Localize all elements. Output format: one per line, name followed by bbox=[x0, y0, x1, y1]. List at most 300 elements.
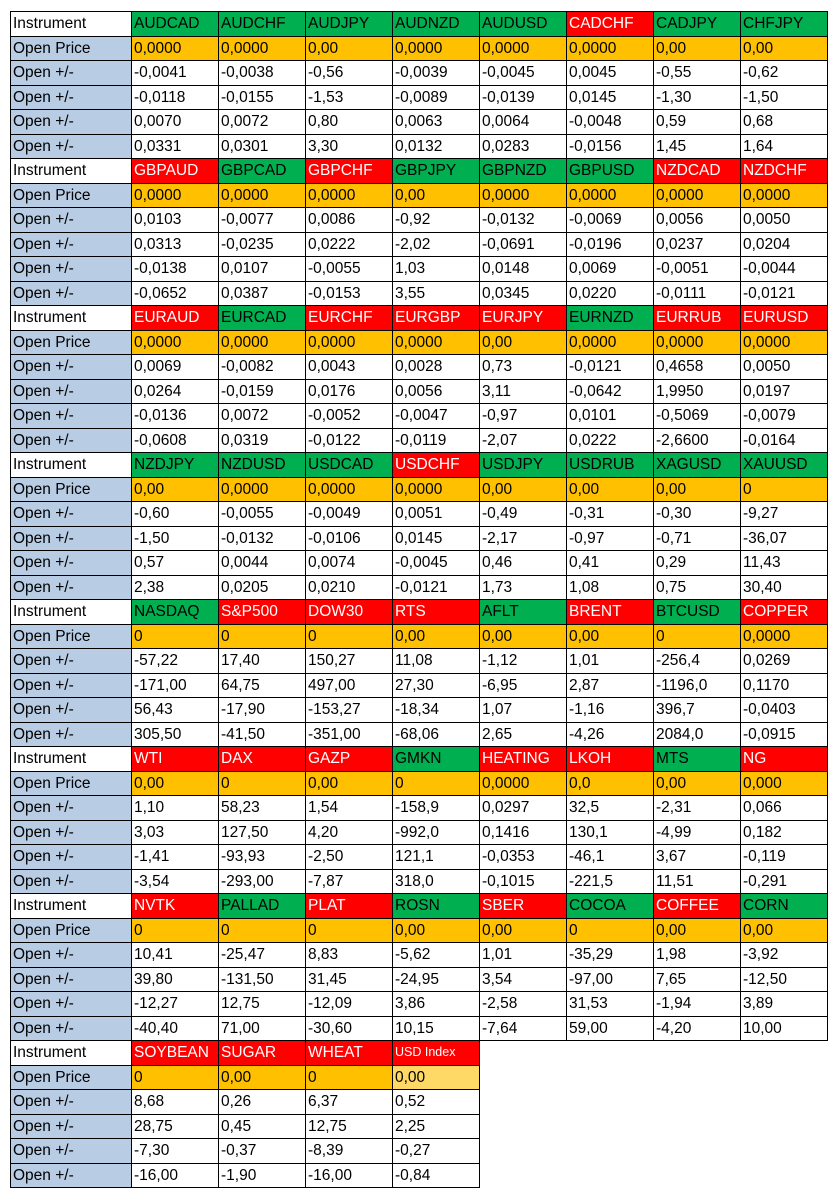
instrument-name-cell[interactable]: GAZP bbox=[306, 747, 393, 772]
open-delta-cell[interactable]: 127,50 bbox=[219, 820, 306, 845]
open-delta-cell[interactable]: 497,00 bbox=[306, 673, 393, 698]
open-delta-cell[interactable]: 0,52 bbox=[393, 1090, 480, 1115]
open-delta-cell[interactable]: 0,0069 bbox=[567, 257, 654, 282]
open-delta-label[interactable]: Open +/- bbox=[11, 134, 132, 159]
open-delta-cell[interactable]: 0,0205 bbox=[219, 575, 306, 600]
open-price-cell[interactable]: 0,0000 bbox=[567, 36, 654, 61]
open-delta-cell[interactable]: 1,54 bbox=[306, 796, 393, 821]
open-delta-cell[interactable]: -0,0138 bbox=[132, 257, 219, 282]
open-delta-cell[interactable]: -0,0048 bbox=[567, 110, 654, 135]
open-price-cell[interactable]: 0,0000 bbox=[741, 624, 828, 649]
instrument-name-cell[interactable]: GBPUSD bbox=[567, 159, 654, 184]
open-delta-cell[interactable]: -2,07 bbox=[480, 428, 567, 453]
instrument-name-cell[interactable]: NZDUSD bbox=[219, 453, 306, 478]
open-delta-cell[interactable]: -0,0608 bbox=[132, 428, 219, 453]
open-price-label[interactable]: Open Price bbox=[11, 330, 132, 355]
instrument-name-cell[interactable]: DAX bbox=[219, 747, 306, 772]
open-delta-cell[interactable]: 28,75 bbox=[132, 1114, 219, 1139]
open-delta-label[interactable]: Open +/- bbox=[11, 551, 132, 576]
open-delta-cell[interactable]: 0,26 bbox=[219, 1090, 306, 1115]
open-delta-cell[interactable]: 0,0050 bbox=[741, 208, 828, 233]
instrument-label[interactable]: Instrument bbox=[11, 12, 132, 37]
open-price-cell[interactable]: 0,00 bbox=[132, 771, 219, 796]
open-delta-cell[interactable]: 0,0056 bbox=[654, 208, 741, 233]
instrument-name-cell[interactable]: AUDNZD bbox=[393, 12, 480, 37]
open-price-cell[interactable]: 0,0000 bbox=[741, 183, 828, 208]
open-delta-cell[interactable]: -153,27 bbox=[306, 698, 393, 723]
open-delta-cell[interactable]: -4,99 bbox=[654, 820, 741, 845]
open-delta-cell[interactable]: 0,45 bbox=[219, 1114, 306, 1139]
open-price-cell[interactable]: 0,000 bbox=[741, 771, 828, 796]
open-delta-cell[interactable]: 0,68 bbox=[741, 110, 828, 135]
open-delta-cell[interactable]: 0,0313 bbox=[132, 232, 219, 257]
open-delta-cell[interactable]: 4,20 bbox=[306, 820, 393, 845]
instrument-name-cell[interactable]: SUGAR bbox=[219, 1041, 306, 1066]
open-delta-cell[interactable]: -1,50 bbox=[132, 526, 219, 551]
instrument-name-cell[interactable]: CHFJPY bbox=[741, 12, 828, 37]
open-delta-cell[interactable]: -2,58 bbox=[480, 992, 567, 1017]
open-delta-cell[interactable]: 0,0269 bbox=[741, 649, 828, 674]
open-delta-cell[interactable]: -0,291 bbox=[741, 869, 828, 894]
open-delta-cell[interactable]: 0,0145 bbox=[567, 85, 654, 110]
open-price-cell[interactable]: 0,0000 bbox=[306, 183, 393, 208]
open-delta-cell[interactable]: -0,0055 bbox=[219, 502, 306, 527]
open-delta-cell[interactable]: 10,00 bbox=[741, 1016, 828, 1041]
open-delta-cell[interactable]: 64,75 bbox=[219, 673, 306, 698]
open-delta-cell[interactable]: -0,1015 bbox=[480, 869, 567, 894]
open-delta-cell[interactable]: -0,27 bbox=[393, 1139, 480, 1164]
instrument-name-cell[interactable]: LKOH bbox=[567, 747, 654, 772]
open-price-cell[interactable]: 0,00 bbox=[306, 771, 393, 796]
open-delta-cell[interactable]: -0,0039 bbox=[393, 61, 480, 86]
open-delta-cell[interactable]: 0,57 bbox=[132, 551, 219, 576]
open-delta-cell[interactable]: 32,5 bbox=[567, 796, 654, 821]
open-delta-cell[interactable]: -5,62 bbox=[393, 943, 480, 968]
open-delta-cell[interactable]: -46,1 bbox=[567, 845, 654, 870]
instrument-name-cell[interactable]: EURCAD bbox=[219, 306, 306, 331]
open-delta-cell[interactable]: -0,92 bbox=[393, 208, 480, 233]
instrument-name-cell[interactable]: PALLAD bbox=[219, 894, 306, 919]
open-price-cell[interactable]: 0,00 bbox=[654, 918, 741, 943]
open-delta-cell[interactable]: 17,40 bbox=[219, 649, 306, 674]
open-delta-cell[interactable]: -0,0045 bbox=[480, 61, 567, 86]
open-delta-cell[interactable]: 71,00 bbox=[219, 1016, 306, 1041]
open-delta-label[interactable]: Open +/- bbox=[11, 575, 132, 600]
open-delta-cell[interactable]: 0,066 bbox=[741, 796, 828, 821]
instrument-label[interactable]: Instrument bbox=[11, 747, 132, 772]
open-price-cell[interactable]: 0,0000 bbox=[132, 36, 219, 61]
open-price-cell[interactable]: 0 bbox=[306, 1065, 393, 1090]
instrument-name-cell[interactable]: NASDAQ bbox=[132, 600, 219, 625]
open-delta-cell[interactable]: 11,51 bbox=[654, 869, 741, 894]
open-delta-cell[interactable]: 3,54 bbox=[480, 967, 567, 992]
open-delta-label[interactable]: Open +/- bbox=[11, 208, 132, 233]
instrument-name-cell[interactable]: GBPCAD bbox=[219, 159, 306, 184]
open-delta-cell[interactable]: -0,84 bbox=[393, 1163, 480, 1188]
open-price-cell[interactable]: 0 bbox=[219, 771, 306, 796]
open-delta-cell[interactable]: 0,0072 bbox=[219, 404, 306, 429]
instrument-name-cell[interactable]: EURUSD bbox=[741, 306, 828, 331]
open-price-cell[interactable]: 0 bbox=[741, 477, 828, 502]
open-delta-cell[interactable]: 0,0210 bbox=[306, 575, 393, 600]
open-delta-cell[interactable]: 31,53 bbox=[567, 992, 654, 1017]
open-price-cell[interactable]: 0,0000 bbox=[219, 330, 306, 355]
instrument-name-cell[interactable]: NZDJPY bbox=[132, 453, 219, 478]
instrument-name-cell[interactable]: RTS bbox=[393, 600, 480, 625]
open-delta-cell[interactable]: 3,11 bbox=[480, 379, 567, 404]
instrument-name-cell[interactable]: GBPAUD bbox=[132, 159, 219, 184]
open-delta-cell[interactable]: -2,50 bbox=[306, 845, 393, 870]
open-delta-cell[interactable]: -0,97 bbox=[567, 526, 654, 551]
open-delta-cell[interactable]: 3,30 bbox=[306, 134, 393, 159]
open-price-cell[interactable]: 0,00 bbox=[306, 36, 393, 61]
instrument-name-cell[interactable]: HEATING bbox=[480, 747, 567, 772]
open-price-cell[interactable]: 0 bbox=[132, 1065, 219, 1090]
open-delta-cell[interactable]: -0,0047 bbox=[393, 404, 480, 429]
open-delta-label[interactable]: Open +/- bbox=[11, 820, 132, 845]
open-delta-cell[interactable]: -171,00 bbox=[132, 673, 219, 698]
open-delta-cell[interactable]: 0,0222 bbox=[306, 232, 393, 257]
open-price-cell[interactable]: 0,0000 bbox=[132, 330, 219, 355]
open-delta-cell[interactable]: 3,67 bbox=[654, 845, 741, 870]
open-delta-cell[interactable]: 39,80 bbox=[132, 967, 219, 992]
instrument-name-cell[interactable]: NVTK bbox=[132, 894, 219, 919]
open-delta-cell[interactable]: -1,90 bbox=[219, 1163, 306, 1188]
open-delta-cell[interactable]: -36,07 bbox=[741, 526, 828, 551]
open-delta-cell[interactable]: 0,0345 bbox=[480, 281, 567, 306]
open-delta-cell[interactable]: 8,68 bbox=[132, 1090, 219, 1115]
open-delta-cell[interactable]: -0,0079 bbox=[741, 404, 828, 429]
instrument-name-cell[interactable]: XAGUSD bbox=[654, 453, 741, 478]
open-delta-cell[interactable]: -0,0139 bbox=[480, 85, 567, 110]
open-delta-label[interactable]: Open +/- bbox=[11, 649, 132, 674]
open-delta-cell[interactable]: 1,01 bbox=[567, 649, 654, 674]
open-delta-label[interactable]: Open +/- bbox=[11, 61, 132, 86]
open-delta-cell[interactable]: -12,09 bbox=[306, 992, 393, 1017]
open-delta-cell[interactable]: 0,0069 bbox=[132, 355, 219, 380]
open-delta-cell[interactable]: 10,41 bbox=[132, 943, 219, 968]
open-delta-cell[interactable]: 0,0051 bbox=[393, 502, 480, 527]
open-delta-cell[interactable]: -0,0642 bbox=[567, 379, 654, 404]
open-delta-cell[interactable]: -12,27 bbox=[132, 992, 219, 1017]
open-price-cell[interactable]: 0,0000 bbox=[480, 36, 567, 61]
open-delta-cell[interactable]: 0,0176 bbox=[306, 379, 393, 404]
open-price-cell[interactable]: 0,0 bbox=[567, 771, 654, 796]
open-delta-cell[interactable]: -992,0 bbox=[393, 820, 480, 845]
open-delta-label[interactable]: Open +/- bbox=[11, 85, 132, 110]
open-delta-cell[interactable]: -0,0121 bbox=[393, 575, 480, 600]
open-delta-cell[interactable]: 1,08 bbox=[567, 575, 654, 600]
open-delta-cell[interactable]: -0,0164 bbox=[741, 428, 828, 453]
instrument-name-cell[interactable]: S&P500 bbox=[219, 600, 306, 625]
open-delta-cell[interactable]: 2,25 bbox=[393, 1114, 480, 1139]
open-price-cell[interactable]: 0,0000 bbox=[480, 771, 567, 796]
instrument-name-cell[interactable]: EURAUD bbox=[132, 306, 219, 331]
open-delta-cell[interactable]: 0,0145 bbox=[393, 526, 480, 551]
instrument-label[interactable]: Instrument bbox=[11, 1041, 132, 1066]
open-price-cell[interactable]: 0,0000 bbox=[306, 477, 393, 502]
open-delta-cell[interactable]: 0,0387 bbox=[219, 281, 306, 306]
open-delta-cell[interactable]: -0,119 bbox=[741, 845, 828, 870]
instrument-name-cell[interactable]: NZDCHF bbox=[741, 159, 828, 184]
open-delta-label[interactable]: Open +/- bbox=[11, 1090, 132, 1115]
open-delta-cell[interactable]: 12,75 bbox=[306, 1114, 393, 1139]
open-price-cell[interactable]: 0 bbox=[132, 624, 219, 649]
instrument-label[interactable]: Instrument bbox=[11, 600, 132, 625]
open-delta-label[interactable]: Open +/- bbox=[11, 428, 132, 453]
instrument-name-cell[interactable]: XAUUSD bbox=[741, 453, 828, 478]
open-delta-cell[interactable]: -131,50 bbox=[219, 967, 306, 992]
open-delta-cell[interactable]: -158,9 bbox=[393, 796, 480, 821]
open-delta-cell[interactable]: -1,41 bbox=[132, 845, 219, 870]
open-delta-cell[interactable]: -0,0403 bbox=[741, 698, 828, 723]
instrument-name-cell[interactable]: EURNZD bbox=[567, 306, 654, 331]
open-delta-cell[interactable]: 0,0072 bbox=[219, 110, 306, 135]
open-price-cell[interactable]: 0,00 bbox=[480, 918, 567, 943]
open-delta-cell[interactable]: 1,98 bbox=[654, 943, 741, 968]
open-delta-cell[interactable]: 0,0301 bbox=[219, 134, 306, 159]
instrument-name-cell[interactable]: USDCHF bbox=[393, 453, 480, 478]
open-delta-cell[interactable]: 58,23 bbox=[219, 796, 306, 821]
open-delta-cell[interactable]: 0,73 bbox=[480, 355, 567, 380]
open-delta-cell[interactable]: 1,9950 bbox=[654, 379, 741, 404]
open-delta-cell[interactable]: 121,1 bbox=[393, 845, 480, 870]
open-delta-cell[interactable]: -2,31 bbox=[654, 796, 741, 821]
instrument-name-cell[interactable]: DOW30 bbox=[306, 600, 393, 625]
open-price-cell[interactable]: 0 bbox=[219, 624, 306, 649]
open-delta-cell[interactable]: -0,0196 bbox=[567, 232, 654, 257]
open-delta-cell[interactable]: 3,89 bbox=[741, 992, 828, 1017]
open-delta-cell[interactable]: -0,0051 bbox=[654, 257, 741, 282]
open-delta-cell[interactable]: -0,0155 bbox=[219, 85, 306, 110]
open-delta-cell[interactable]: 1,10 bbox=[132, 796, 219, 821]
open-delta-cell[interactable]: 27,30 bbox=[393, 673, 480, 698]
open-delta-cell[interactable]: -221,5 bbox=[567, 869, 654, 894]
instrument-name-cell[interactable]: GBPJPY bbox=[393, 159, 480, 184]
open-delta-cell[interactable]: 2,38 bbox=[132, 575, 219, 600]
instrument-name-cell[interactable]: BTCUSD bbox=[654, 600, 741, 625]
open-delta-label[interactable]: Open +/- bbox=[11, 281, 132, 306]
instrument-name-cell[interactable]: EURRUB bbox=[654, 306, 741, 331]
open-delta-label[interactable]: Open +/- bbox=[11, 869, 132, 894]
open-delta-cell[interactable]: 0,0204 bbox=[741, 232, 828, 257]
open-delta-cell[interactable]: -0,0118 bbox=[132, 85, 219, 110]
open-delta-cell[interactable]: -1,94 bbox=[654, 992, 741, 1017]
open-price-cell[interactable]: 0,00 bbox=[741, 918, 828, 943]
open-delta-label[interactable]: Open +/- bbox=[11, 992, 132, 1017]
open-delta-cell[interactable]: 0,46 bbox=[480, 551, 567, 576]
open-delta-cell[interactable]: 0,0064 bbox=[480, 110, 567, 135]
open-price-cell[interactable]: 0,0000 bbox=[741, 330, 828, 355]
open-delta-cell[interactable]: -3,92 bbox=[741, 943, 828, 968]
open-delta-cell[interactable]: 7,65 bbox=[654, 967, 741, 992]
open-delta-cell[interactable]: -256,4 bbox=[654, 649, 741, 674]
open-delta-cell[interactable]: -0,0069 bbox=[567, 208, 654, 233]
open-delta-cell[interactable]: -0,0156 bbox=[567, 134, 654, 159]
open-delta-cell[interactable]: -0,30 bbox=[654, 502, 741, 527]
open-delta-cell[interactable]: -1,53 bbox=[306, 85, 393, 110]
open-delta-cell[interactable]: 0,59 bbox=[654, 110, 741, 135]
open-delta-cell[interactable]: 0,0331 bbox=[132, 134, 219, 159]
open-price-cell[interactable]: 0,0000 bbox=[306, 330, 393, 355]
open-price-cell[interactable]: 0,00 bbox=[393, 183, 480, 208]
open-delta-cell[interactable]: 0,1416 bbox=[480, 820, 567, 845]
open-delta-cell[interactable]: -0,0041 bbox=[132, 61, 219, 86]
instrument-name-cell[interactable]: NG bbox=[741, 747, 828, 772]
open-delta-cell[interactable]: -30,60 bbox=[306, 1016, 393, 1041]
open-delta-cell[interactable]: -0,0159 bbox=[219, 379, 306, 404]
open-delta-cell[interactable]: 1,45 bbox=[654, 134, 741, 159]
instrument-name-cell[interactable]: CADJPY bbox=[654, 12, 741, 37]
instrument-name-cell[interactable]: COCOA bbox=[567, 894, 654, 919]
open-delta-cell[interactable]: 0,4658 bbox=[654, 355, 741, 380]
open-price-label[interactable]: Open Price bbox=[11, 477, 132, 502]
open-delta-cell[interactable]: -0,5069 bbox=[654, 404, 741, 429]
open-price-cell[interactable]: 0,0000 bbox=[219, 183, 306, 208]
open-delta-cell[interactable]: -0,0055 bbox=[306, 257, 393, 282]
open-price-cell[interactable]: 0 bbox=[219, 918, 306, 943]
open-delta-label[interactable]: Open +/- bbox=[11, 232, 132, 257]
instrument-name-cell[interactable]: PLAT bbox=[306, 894, 393, 919]
open-price-cell[interactable]: 0 bbox=[567, 918, 654, 943]
open-delta-label[interactable]: Open +/- bbox=[11, 698, 132, 723]
open-delta-cell[interactable]: 0,41 bbox=[567, 551, 654, 576]
open-delta-label[interactable]: Open +/- bbox=[11, 404, 132, 429]
open-delta-cell[interactable]: -0,0052 bbox=[306, 404, 393, 429]
open-price-cell[interactable]: 0 bbox=[393, 771, 480, 796]
open-delta-label[interactable]: Open +/- bbox=[11, 526, 132, 551]
open-price-cell[interactable]: 0,0000 bbox=[393, 36, 480, 61]
open-delta-cell[interactable]: 12,75 bbox=[219, 992, 306, 1017]
open-delta-cell[interactable]: -0,37 bbox=[219, 1139, 306, 1164]
open-delta-cell[interactable]: 0,75 bbox=[654, 575, 741, 600]
open-price-cell[interactable]: 0,00 bbox=[393, 918, 480, 943]
open-delta-cell[interactable]: 1,73 bbox=[480, 575, 567, 600]
open-delta-cell[interactable]: -2,02 bbox=[393, 232, 480, 257]
open-price-cell[interactable]: 0,00 bbox=[741, 36, 828, 61]
open-delta-cell[interactable]: 3,86 bbox=[393, 992, 480, 1017]
open-price-cell[interactable]: 0,00 bbox=[567, 624, 654, 649]
open-price-cell[interactable]: 0 bbox=[306, 918, 393, 943]
open-delta-label[interactable]: Open +/- bbox=[11, 967, 132, 992]
open-delta-cell[interactable]: -2,6600 bbox=[654, 428, 741, 453]
open-delta-cell[interactable]: 0,0074 bbox=[306, 551, 393, 576]
open-delta-label[interactable]: Open +/- bbox=[11, 379, 132, 404]
open-delta-cell[interactable]: 2,65 bbox=[480, 722, 567, 747]
open-price-cell[interactable]: 0,0000 bbox=[654, 330, 741, 355]
open-delta-cell[interactable]: 1,64 bbox=[741, 134, 828, 159]
open-delta-cell[interactable]: 0,0148 bbox=[480, 257, 567, 282]
open-delta-cell[interactable]: -9,27 bbox=[741, 502, 828, 527]
instrument-name-cell[interactable]: COFFEE bbox=[654, 894, 741, 919]
open-delta-cell[interactable]: 30,40 bbox=[741, 575, 828, 600]
open-price-cell[interactable]: 0,00 bbox=[654, 36, 741, 61]
open-delta-label[interactable]: Open +/- bbox=[11, 502, 132, 527]
open-delta-cell[interactable]: 0,0086 bbox=[306, 208, 393, 233]
instrument-name-cell[interactable]: SBER bbox=[480, 894, 567, 919]
open-delta-cell[interactable]: 6,37 bbox=[306, 1090, 393, 1115]
open-price-cell[interactable]: 0,0000 bbox=[567, 183, 654, 208]
open-delta-label[interactable]: Open +/- bbox=[11, 673, 132, 698]
open-delta-cell[interactable]: -0,55 bbox=[654, 61, 741, 86]
open-delta-label[interactable]: Open +/- bbox=[11, 845, 132, 870]
open-delta-cell[interactable]: -0,0049 bbox=[306, 502, 393, 527]
open-price-label[interactable]: Open Price bbox=[11, 183, 132, 208]
open-delta-cell[interactable]: -7,87 bbox=[306, 869, 393, 894]
open-price-cell[interactable]: 0,0000 bbox=[219, 36, 306, 61]
open-delta-cell[interactable]: 1,07 bbox=[480, 698, 567, 723]
instrument-label[interactable]: Instrument bbox=[11, 159, 132, 184]
open-delta-cell[interactable]: -18,34 bbox=[393, 698, 480, 723]
instrument-name-cell[interactable]: AFLT bbox=[480, 600, 567, 625]
open-delta-cell[interactable]: -0,0111 bbox=[654, 281, 741, 306]
open-price-cell[interactable]: 0,00 bbox=[654, 477, 741, 502]
open-delta-cell[interactable]: 0,0264 bbox=[132, 379, 219, 404]
open-delta-cell[interactable]: -0,0106 bbox=[306, 526, 393, 551]
instrument-label[interactable]: Instrument bbox=[11, 453, 132, 478]
instrument-name-cell[interactable]: USD Index bbox=[393, 1041, 480, 1066]
open-delta-cell[interactable]: -7,30 bbox=[132, 1139, 219, 1164]
open-delta-cell[interactable]: 0,182 bbox=[741, 820, 828, 845]
instrument-name-cell[interactable]: MTS bbox=[654, 747, 741, 772]
open-price-cell[interactable]: 0,00 bbox=[480, 624, 567, 649]
open-delta-cell[interactable]: 0,0237 bbox=[654, 232, 741, 257]
open-delta-cell[interactable]: 0,0222 bbox=[567, 428, 654, 453]
open-price-label[interactable]: Open Price bbox=[11, 1065, 132, 1090]
instrument-name-cell[interactable]: EURGBP bbox=[393, 306, 480, 331]
instrument-name-cell[interactable]: GBPNZD bbox=[480, 159, 567, 184]
open-delta-cell[interactable]: -68,06 bbox=[393, 722, 480, 747]
open-delta-cell[interactable]: 10,15 bbox=[393, 1016, 480, 1041]
open-delta-cell[interactable]: -0,0691 bbox=[480, 232, 567, 257]
open-delta-cell[interactable]: 0,0045 bbox=[567, 61, 654, 86]
open-price-cell[interactable]: 0,0000 bbox=[393, 477, 480, 502]
open-delta-label[interactable]: Open +/- bbox=[11, 110, 132, 135]
open-delta-cell[interactable]: -41,50 bbox=[219, 722, 306, 747]
open-delta-cell[interactable]: -0,0235 bbox=[219, 232, 306, 257]
instrument-name-cell[interactable]: WTI bbox=[132, 747, 219, 772]
open-price-label[interactable]: Open Price bbox=[11, 918, 132, 943]
open-delta-cell[interactable]: 0,0101 bbox=[567, 404, 654, 429]
instrument-label[interactable]: Instrument bbox=[11, 894, 132, 919]
open-delta-cell[interactable]: -1196,0 bbox=[654, 673, 741, 698]
open-price-cell[interactable]: 0,0000 bbox=[567, 330, 654, 355]
open-delta-cell[interactable]: -16,00 bbox=[132, 1163, 219, 1188]
open-delta-cell[interactable]: -0,0121 bbox=[741, 281, 828, 306]
open-delta-label[interactable]: Open +/- bbox=[11, 355, 132, 380]
open-delta-cell[interactable]: -0,71 bbox=[654, 526, 741, 551]
open-delta-cell[interactable]: -12,50 bbox=[741, 967, 828, 992]
open-delta-cell[interactable]: 0,0043 bbox=[306, 355, 393, 380]
open-delta-cell[interactable]: -0,0119 bbox=[393, 428, 480, 453]
instrument-name-cell[interactable]: GBPCHF bbox=[306, 159, 393, 184]
instrument-name-cell[interactable]: CADCHF bbox=[567, 12, 654, 37]
open-delta-cell[interactable]: 3,55 bbox=[393, 281, 480, 306]
open-price-label[interactable]: Open Price bbox=[11, 36, 132, 61]
open-delta-cell[interactable]: -0,0353 bbox=[480, 845, 567, 870]
open-delta-cell[interactable]: 0,80 bbox=[306, 110, 393, 135]
open-price-cell[interactable]: 0 bbox=[132, 918, 219, 943]
open-delta-cell[interactable]: 0,0103 bbox=[132, 208, 219, 233]
open-delta-cell[interactable]: -6,95 bbox=[480, 673, 567, 698]
open-delta-cell[interactable]: -0,31 bbox=[567, 502, 654, 527]
open-delta-cell[interactable]: 56,43 bbox=[132, 698, 219, 723]
open-delta-cell[interactable]: -293,00 bbox=[219, 869, 306, 894]
open-delta-cell[interactable]: 150,27 bbox=[306, 649, 393, 674]
open-delta-cell[interactable]: -4,26 bbox=[567, 722, 654, 747]
open-delta-cell[interactable]: -1,50 bbox=[741, 85, 828, 110]
open-delta-label[interactable]: Open +/- bbox=[11, 1114, 132, 1139]
